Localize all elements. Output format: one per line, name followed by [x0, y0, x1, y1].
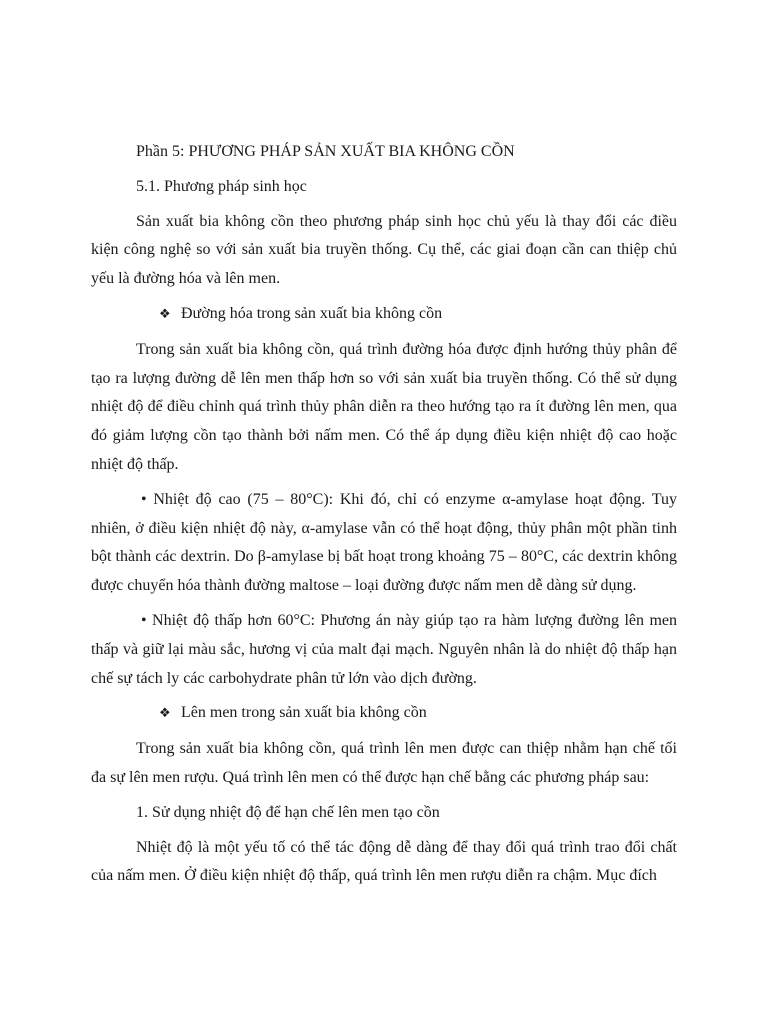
low-temperature-point: • Nhiệt độ thấp hơn 60°C: Phương án này giúp tạo ra hàm lượng đường lên men thấp và giữ lại màu sắc, hương vị của malt đại mạch. Nguyên nhân là do nhiệt độ thấp hạn chế sự tách ly các carbohydrate phân tử lớn vào dịch đường.	[91, 611, 677, 687]
document-body	[91, 138, 677, 891]
saccharification-paragraph: Trong sản xuất bia không cồn, quá trình đường hóa được định hướng thủy phân để tạo ra lượng đường dễ lên men thấp hơn so với sản xuất bia truyền thống. Có thể sử dụng nhiệt độ để điều chỉnh quá trình thủy phân diễn ra theo hướng tạo ra ít đường lên men, qua đó giảm lượng cồn tạo thành bởi nấm men. Có thể áp dụng điều kiện nhiệt độ cao hoặc nhiệt độ thấp.	[91, 340, 677, 473]
subsection-heading-fermentation	[91, 699, 677, 729]
high-temperature-point: • Nhiệt độ cao (75 – 80°C): Khi đó, chỉ có enzyme α-amylase hoạt động. Tuy nhiên, ở điều kiện nhiệt độ này, α-amylase vẫn có thể hoạt động, thủy phân một phần tinh bột thành các dextrin. Do β-amylase bị bất hoạt trong khoảng 75 – 80°C, các dextrin không được chuyển hóa thành đường maltose – loại đường được nấm men dễ dàng sử dụng.	[91, 490, 677, 595]
part-title: Phần 5: PHƯƠNG PHÁP SẢN XUẤT BIA KHÔNG CỒN	[136, 143, 515, 160]
method-1-paragraph: Nhiệt độ là một yếu tố có thể tác động dễ dàng để thay đổi quá trình trao đổi chất của nấm men. Ở điều kiện nhiệt độ thấp, quá trình lên men rượu diễn ra chậm. Mục đích	[91, 838, 677, 885]
section-title: 5.1. Phương pháp sinh học	[136, 177, 307, 195]
method-1-title: 1. Sử dụng nhiệt độ để hạn chế lên men tạo cồn	[136, 803, 440, 821]
fermentation-paragraph: Trong sản xuất bia không cồn, quá trình lên men được can thiệp nhằm hạn chế tối đa sự lên men rượu. Quá trình lên men có thể được hạn chế bằng các phương pháp sau:	[91, 740, 677, 786]
subsection-heading-saccharification	[91, 300, 677, 330]
diamond-bullet-icon: ❖	[159, 706, 171, 722]
subsection-title: Đường hóa trong sản xuất bia không cồn	[181, 304, 443, 322]
intro-paragraph: Sản xuất bia không cồn theo phương pháp sinh học chủ yếu là thay đổi các điều kiện công nghệ so với sản xuất bia truyền thống. Cụ thể, các giai đoạn cần can thiệp chủ yếu là đường hóa và lên men.	[91, 212, 677, 288]
diamond-bullet-icon: ❖	[159, 306, 171, 322]
subsection-title: Lên men trong sản xuất bia không cồn	[181, 704, 427, 722]
